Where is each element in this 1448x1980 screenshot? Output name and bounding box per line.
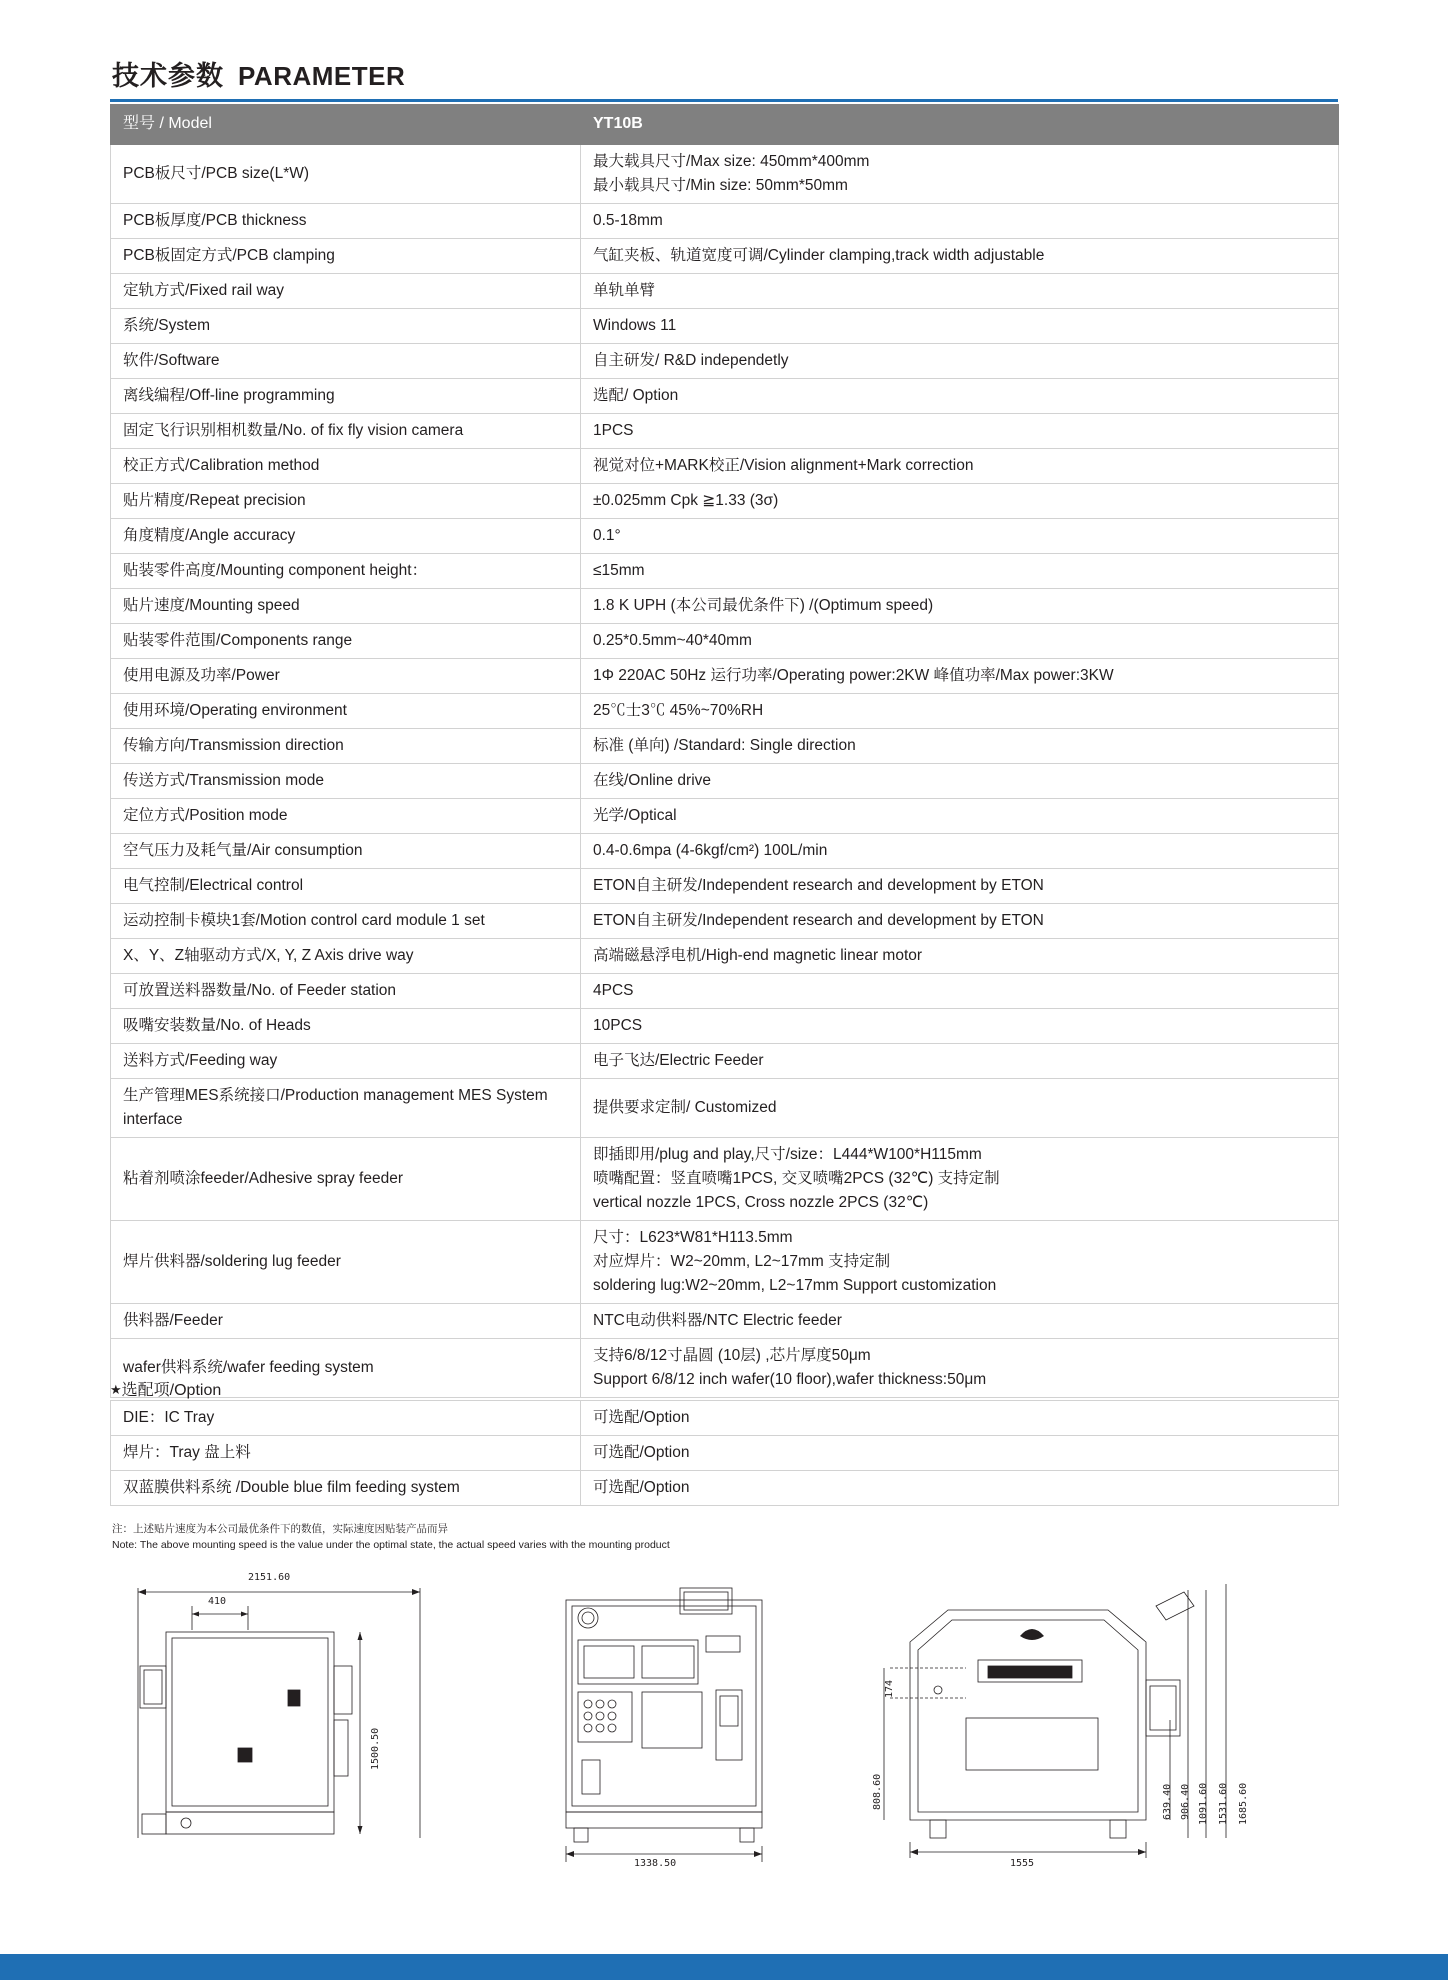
param-value-line: 1Φ 220AC 50Hz 运行功率/Operating power:2KW 峰值功率/Max power:3KW: [593, 667, 1114, 685]
param-value: [581, 483, 1339, 518]
param-value: [581, 144, 1339, 203]
table-row: [111, 1339, 1339, 1398]
param-label: 固定飞行识别相机数量/No. of fix fly vision camera: [111, 413, 581, 448]
param-value: [581, 939, 1339, 974]
param-value: [581, 1009, 1339, 1044]
param-value: [581, 1044, 1339, 1079]
param-value-line: 最大载具尺寸/Max size: 450mm*400mm: [593, 152, 870, 170]
param-label: PCB板厚度/PCB thickness: [111, 203, 581, 238]
param-label: 定轨方式/Fixed rail way: [111, 273, 581, 308]
table-row: [111, 764, 1339, 799]
table-row: [111, 378, 1339, 413]
table-row: [111, 483, 1339, 518]
param-value-line: 0.25*0.5mm~40*40mm: [593, 632, 752, 650]
table-row: [111, 834, 1339, 869]
param-label: 供料器/Feeder: [111, 1304, 581, 1339]
option-row: [111, 1436, 1339, 1471]
param-label: 定位方式/Position mode: [111, 799, 581, 834]
page-title-cn: 技术参数: [112, 61, 224, 91]
rear-view-svg: [870, 1570, 1290, 1870]
param-value: [581, 624, 1339, 659]
param-label: 吸嘴安装数量/No. of Heads: [111, 1009, 581, 1044]
param-value-line: 0.5-18mm: [593, 211, 663, 229]
param-value-line: Support 6/8/12 inch wafer(10 floor),wafer thickness:50μm: [593, 1371, 987, 1389]
param-value: [581, 343, 1339, 378]
option-label: 双蓝膜供料系统 /Double blue film feeding system: [111, 1471, 581, 1506]
table-row: [111, 273, 1339, 308]
option-value: 可选配/Option: [581, 1401, 1339, 1436]
side-view-drawing: [530, 1570, 830, 1890]
param-value: [581, 413, 1339, 448]
param-value: [581, 764, 1339, 799]
param-value-line: soldering lug:W2~20mm, L2~17mm Support customization: [593, 1277, 997, 1295]
param-value-line: 1.8 K UPH (本公司最优条件下) /(Optimum speed): [593, 597, 934, 614]
table-row: [111, 1304, 1339, 1339]
rear-h3-dim: 639.40: [1162, 1783, 1173, 1820]
param-value: [581, 238, 1339, 273]
table-row: [111, 869, 1339, 904]
param-label: 送料方式/Feeding way: [111, 1044, 581, 1079]
param-label: 传送方式/Transmission mode: [111, 764, 581, 799]
table-row: [111, 144, 1339, 203]
option-value: 可选配/Option: [581, 1471, 1339, 1506]
param-value: [581, 1138, 1339, 1221]
table-row: [111, 939, 1339, 974]
param-label: 电气控制/Electrical control: [111, 869, 581, 904]
option-section-heading: [110, 1377, 221, 1400]
param-value-line: 标准 (单向) /Standard: Single direction: [593, 737, 856, 755]
table-row: [111, 659, 1339, 694]
option-table: [110, 1400, 1339, 1506]
option-heading-text: 选配项/Option: [121, 1382, 222, 1399]
table-header-label: 型号 / Model: [111, 105, 581, 145]
front-view-svg: [120, 1570, 480, 1870]
param-value: [581, 904, 1339, 939]
side-width-dim: 1338.50: [634, 1858, 677, 1869]
star-icon: ★: [110, 1382, 122, 1397]
technical-drawings: [110, 1570, 1338, 1890]
rear-h4-dim: 906.40: [1180, 1783, 1191, 1820]
option-label: DIE：IC Tray: [111, 1401, 581, 1436]
param-label: 校正方式/Calibration method: [111, 448, 581, 483]
rear-view-drawing: [870, 1570, 1290, 1890]
param-value-line: 电子飞达/Electric Feeder: [593, 1052, 764, 1070]
param-value-line: 光学/Optical: [593, 807, 677, 825]
param-label: 使用电源及功率/Power: [111, 659, 581, 694]
rear-h6-dim: 1531.60: [1218, 1782, 1229, 1825]
table-row: [111, 1221, 1339, 1304]
param-value-line: ETON自主研发/Independent research and development by ETON: [593, 912, 1044, 930]
param-value-line: 在线/Online drive: [593, 772, 712, 790]
param-value-line: vertical nozzle 1PCS, Cross nozzle 2PCS (32℃): [593, 1194, 929, 1212]
param-value: [581, 203, 1339, 238]
option-row: [111, 1401, 1339, 1436]
table-row: [111, 694, 1339, 729]
table-row: [111, 1138, 1339, 1221]
table-row: [111, 518, 1339, 553]
param-label: 可放置送料器数量/No. of Feeder station: [111, 974, 581, 1009]
param-value: [581, 589, 1339, 624]
table-row: [111, 974, 1339, 1009]
front-overall-width-dim: 2151.60: [248, 1572, 291, 1583]
table-row: [111, 413, 1339, 448]
rear-width-dim: 1555: [1010, 1858, 1035, 1869]
param-value-line: 尺寸：L623*W81*H113.5mm: [593, 1229, 793, 1247]
table-row: [111, 308, 1339, 343]
param-label: 角度精度/Angle accuracy: [111, 518, 581, 553]
table-row: [111, 448, 1339, 483]
param-value-line: ±0.025mm Cpk ≧1.33 (3σ): [593, 491, 779, 509]
param-value: [581, 1221, 1339, 1304]
param-value-line: ≤15mm: [593, 561, 645, 579]
option-value: 可选配/Option: [581, 1436, 1339, 1471]
param-value: [581, 799, 1339, 834]
param-label: 离线编程/Off-line programming: [111, 378, 581, 413]
param-label: 贴片精度/Repeat precision: [111, 483, 581, 518]
param-value-line: NTC电动供料器/NTC Electric feeder: [593, 1312, 842, 1330]
param-value: [581, 308, 1339, 343]
param-label: PCB板尺寸/PCB size(L*W): [111, 144, 581, 203]
table-row: [111, 343, 1339, 378]
param-value: [581, 974, 1339, 1009]
param-label: 焊片供料器/soldering lug feeder: [111, 1221, 581, 1304]
note-en: Note: The above mounting speed is the value under the optimal state, the actual speed varies with the mounting product: [112, 1539, 670, 1551]
param-value: [581, 273, 1339, 308]
param-label: 粘着剂喷涂feeder/Adhesive spray feeder: [111, 1138, 581, 1221]
param-value-line: 10PCS: [593, 1017, 643, 1035]
page-title: [112, 54, 405, 93]
param-label: 软件/Software: [111, 343, 581, 378]
param-value: [581, 1339, 1339, 1398]
table-row: [111, 904, 1339, 939]
param-value: [581, 518, 1339, 553]
footer-bar: [0, 1954, 1448, 1980]
param-value-line: 自主研发/ R&D independetly: [593, 351, 789, 369]
rear-h1-dim: 174: [884, 1679, 895, 1698]
param-value: [581, 553, 1339, 588]
param-value: [581, 378, 1339, 413]
table-row: [111, 1079, 1339, 1138]
param-value-line: 1PCS: [593, 421, 634, 439]
param-value: [581, 694, 1339, 729]
param-label: 空气压力及耗气量/Air consumption: [111, 834, 581, 869]
param-value: [581, 729, 1339, 764]
param-label: PCB板固定方式/PCB clamping: [111, 238, 581, 273]
param-value: [581, 659, 1339, 694]
param-value-line: 0.1°: [593, 526, 621, 544]
param-value: [581, 1304, 1339, 1339]
param-label: wafer供料系统/wafer feeding system: [111, 1339, 581, 1398]
param-value: [581, 1079, 1339, 1138]
table-row: [111, 203, 1339, 238]
param-value-line: 支持6/8/12寸晶圆 (10层) ,芯片厚度50μm: [593, 1347, 871, 1365]
param-value-line: 4PCS: [593, 982, 634, 1000]
table-row: [111, 553, 1339, 588]
param-value-line: ETON自主研发/Independent research and development by ETON: [593, 877, 1044, 895]
param-value-line: 即插即用/plug and play,尺寸/size：L444*W100*H115mm: [593, 1146, 982, 1164]
table-row: [111, 589, 1339, 624]
table-row: [111, 238, 1339, 273]
param-value: [581, 869, 1339, 904]
front-view-drawing: [120, 1570, 480, 1890]
param-value-line: Windows 11: [593, 316, 677, 334]
param-value-line: 高端磁悬浮电机/High-end magnetic linear motor: [593, 947, 923, 965]
param-label: 贴装零件范围/Components range: [111, 624, 581, 659]
param-value-line: 对应焊片：W2~20mm, L2~17mm 支持定制: [593, 1253, 891, 1271]
param-value: [581, 834, 1339, 869]
title-accent-line: [110, 99, 1338, 102]
param-label: 生产管理MES系统接口/Production management MES System interface: [111, 1079, 581, 1138]
page-title-en: PARAMETER: [238, 61, 406, 91]
table-row: [111, 729, 1339, 764]
param-value-line: 提供要求定制/ Customized: [593, 1099, 777, 1117]
side-view-svg: [530, 1570, 830, 1870]
table-row: [111, 624, 1339, 659]
param-value-line: 最小载具尺寸/Min size: 50mm*50mm: [593, 176, 848, 194]
param-label: 使用环境/Operating environment: [111, 694, 581, 729]
param-label: 系统/System: [111, 308, 581, 343]
option-label: 焊片：Tray 盘上料: [111, 1436, 581, 1471]
rear-h7-dim: 1685.60: [1238, 1782, 1249, 1825]
note-cn: 注：上述贴片速度为本公司最优条件下的数值，实际速度因贴装产品而异: [112, 1523, 448, 1535]
param-value-line: 视觉对位+MARK校正/Vision alignment+Mark correction: [593, 456, 974, 474]
option-row: [111, 1471, 1339, 1506]
param-value-line: 气缸夹板、轨道宽度可调/Cylinder clamping,track width adjustable: [593, 246, 1045, 264]
front-inner-width-dim: 410: [208, 1596, 227, 1607]
param-value-line: 0.4-0.6mpa (4-6kgf/cm²) 100L/min: [593, 842, 828, 860]
param-label: 传输方向/Transmission direction: [111, 729, 581, 764]
front-height-dim: 1500.50: [370, 1727, 381, 1770]
param-value-line: 选配/ Option: [593, 386, 679, 404]
param-label: 运动控制卡模块1套/Motion control card module 1 set: [111, 904, 581, 939]
table-header-row: [111, 105, 1339, 145]
param-value: [581, 448, 1339, 483]
rear-h5-dim: 1091.60: [1198, 1782, 1209, 1825]
param-label: X、Y、Z轴驱动方式/X, Y, Z Axis drive way: [111, 939, 581, 974]
rear-h2-dim: 808.60: [872, 1773, 883, 1810]
param-label: 贴装零件高度/Mounting component height：: [111, 553, 581, 588]
table-row: [111, 799, 1339, 834]
param-value-line: 喷嘴配置：竖直喷嘴1PCS, 交叉喷嘴2PCS (32℃) 支持定制: [593, 1170, 1000, 1188]
parameter-table: [110, 104, 1339, 1398]
table-header-model: YT10B: [581, 105, 1339, 145]
table-row: [111, 1009, 1339, 1044]
param-label: 贴片速度/Mounting speed: [111, 589, 581, 624]
table-row: [111, 1044, 1339, 1079]
param-value-line: 25℃士3℃ 45%~70%RH: [593, 702, 764, 720]
param-value-line: 单轨单臂: [593, 281, 656, 299]
